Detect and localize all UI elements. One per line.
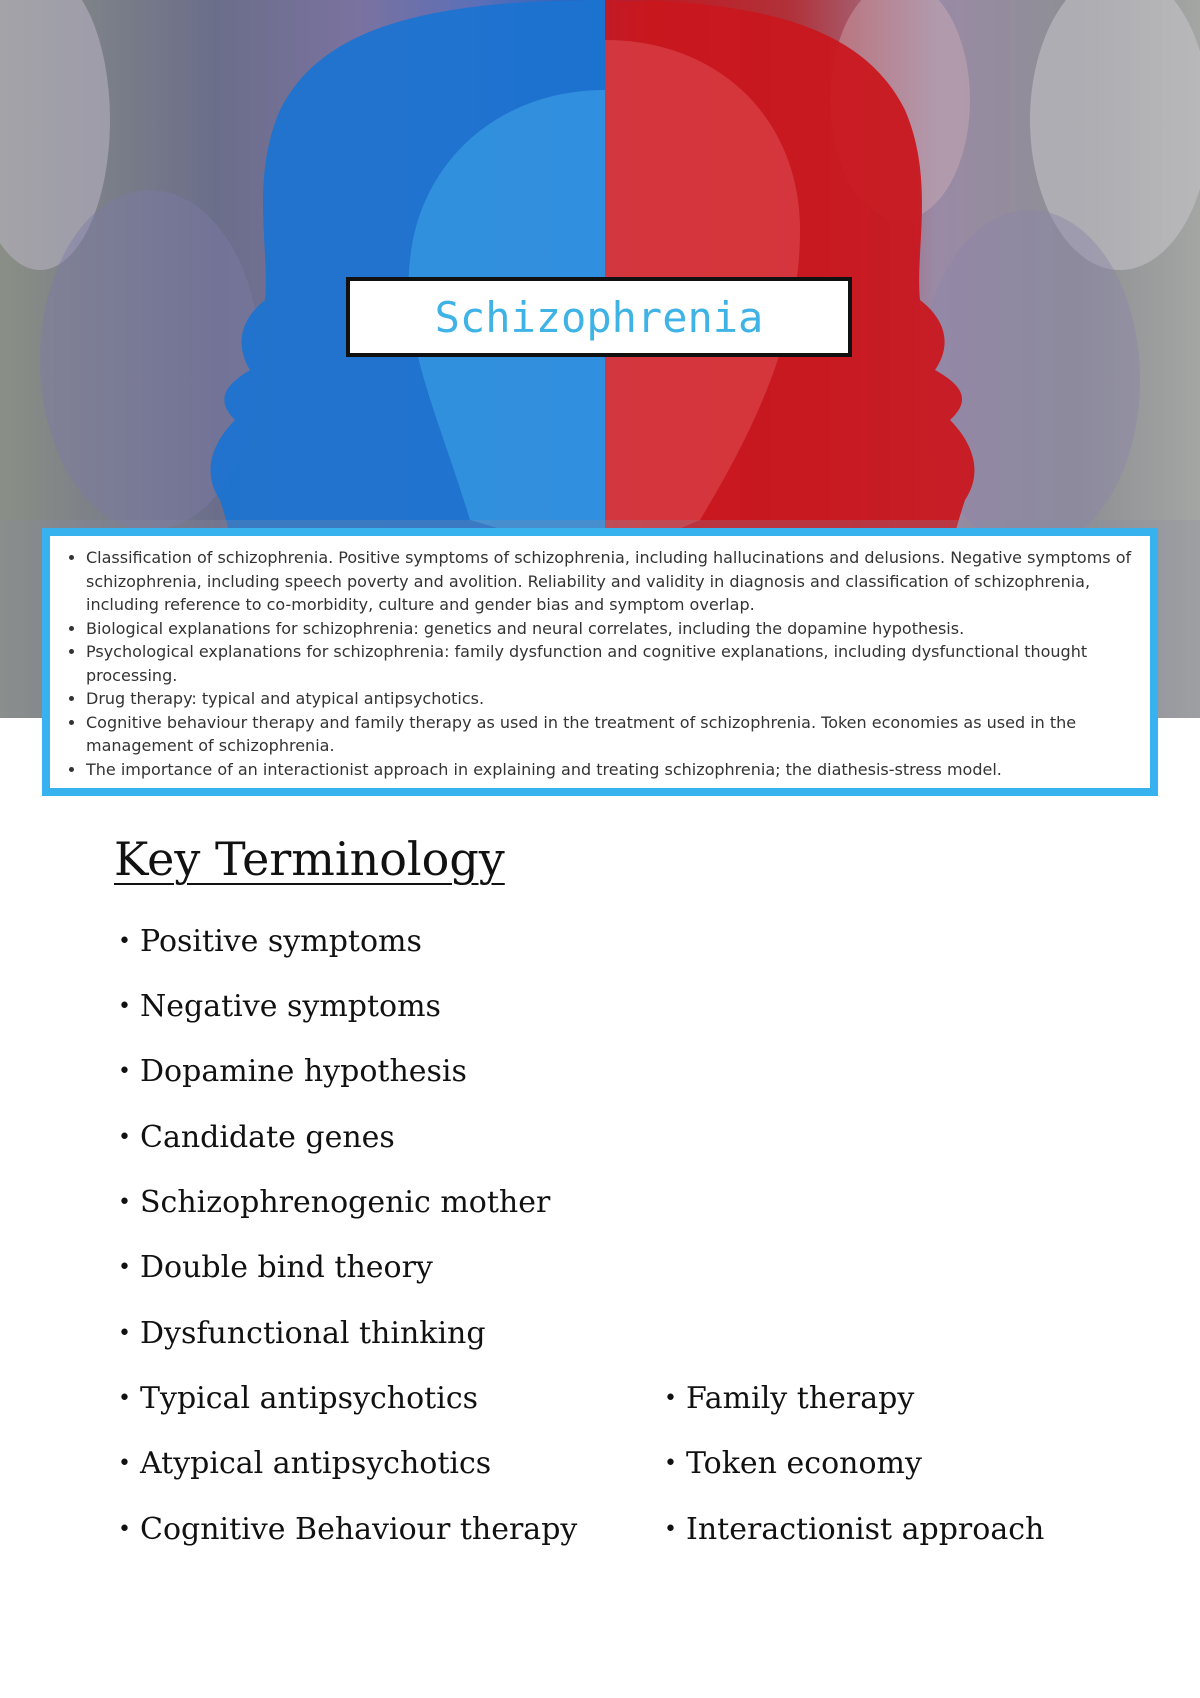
specification-list [64, 546, 1132, 781]
term-label: Double bind theory [140, 1250, 433, 1285]
term-candidate-genes [118, 1120, 395, 1155]
specification-item: • Biological explanations for schizophrenia: genetics and neural correlates, including the dopamine hypothesis. [86, 617, 1132, 641]
term-label: Cognitive Behaviour therapy [140, 1512, 578, 1547]
term-schizophrenogenic-mother [118, 1185, 550, 1220]
term-label: Positive symptoms [140, 924, 422, 959]
bullet: • [118, 929, 131, 954]
term-cognitive-behaviour-therapy [118, 1512, 577, 1547]
bullet: • [664, 1386, 677, 1411]
specification-item: • The importance of an interactionist approach in explaining and treating schizophrenia; the diathesis-stress model. [86, 758, 1132, 782]
term-label: Dysfunctional thinking [140, 1316, 486, 1351]
term-token-economy [664, 1446, 922, 1481]
specification-item: • Cognitive behaviour therapy and family therapy as used in the treatment of schizophrenia. Token economies as used in the management of schizophrenia. [86, 711, 1132, 758]
term-negative-symptoms [118, 989, 441, 1024]
term-label: Atypical antipsychotics [140, 1446, 492, 1481]
term-label: Negative symptoms [140, 989, 441, 1024]
specification-item: • Psychological explanations for schizophrenia: family dysfunction and cognitive explanations, including dysfunctional thought processing. [86, 640, 1132, 687]
bullet: • [118, 1386, 131, 1411]
bullet: • [118, 1059, 131, 1084]
term-label: Interactionist approach [686, 1512, 1045, 1547]
term-label: Candidate genes [140, 1120, 395, 1155]
term-label: Typical antipsychotics [140, 1381, 479, 1416]
term-dopamine-hypothesis [118, 1054, 467, 1089]
term-positive-symptoms [118, 924, 422, 959]
term-dysfunctional-thinking [118, 1316, 486, 1351]
page-title: Schizophrenia [434, 292, 764, 342]
term-family-therapy [664, 1381, 914, 1416]
specification-item: • Classification of schizophrenia. Positive symptoms of schizophrenia, including hallucinations and delusions. Negative symptoms of schizophrenia, including speech poverty and avolition. Reliability and validity in diagnosis and classification of schizophrenia, including reference to co-morbidity, culture and gender bias and symptom overlap. [86, 546, 1132, 617]
term-atypical-antipsychotics [118, 1446, 491, 1481]
term-double-bind-theory [118, 1250, 433, 1285]
term-label: Dopamine hypothesis [140, 1054, 467, 1089]
bullet: • [118, 1321, 131, 1346]
bullet: • [664, 1517, 677, 1542]
key-terminology-heading: Key Terminology [114, 832, 505, 886]
term-typical-antipsychotics [118, 1381, 478, 1416]
bullet: • [664, 1451, 677, 1476]
term-label: Token economy [686, 1446, 922, 1481]
bullet: • [118, 1517, 131, 1542]
bullet: • [118, 1125, 131, 1150]
term-label: Schizophrenogenic mother [140, 1185, 551, 1220]
bullet: • [118, 1255, 131, 1280]
term-label: Family therapy [686, 1381, 915, 1416]
title-box [346, 277, 852, 357]
bullet: • [118, 994, 131, 1019]
bullet: • [118, 1190, 131, 1215]
specification-box [42, 528, 1158, 796]
term-interactionist-approach [664, 1512, 1044, 1547]
specification-item: • Drug therapy: typical and atypical antipsychotics. [86, 687, 1132, 711]
bullet: • [118, 1451, 131, 1476]
